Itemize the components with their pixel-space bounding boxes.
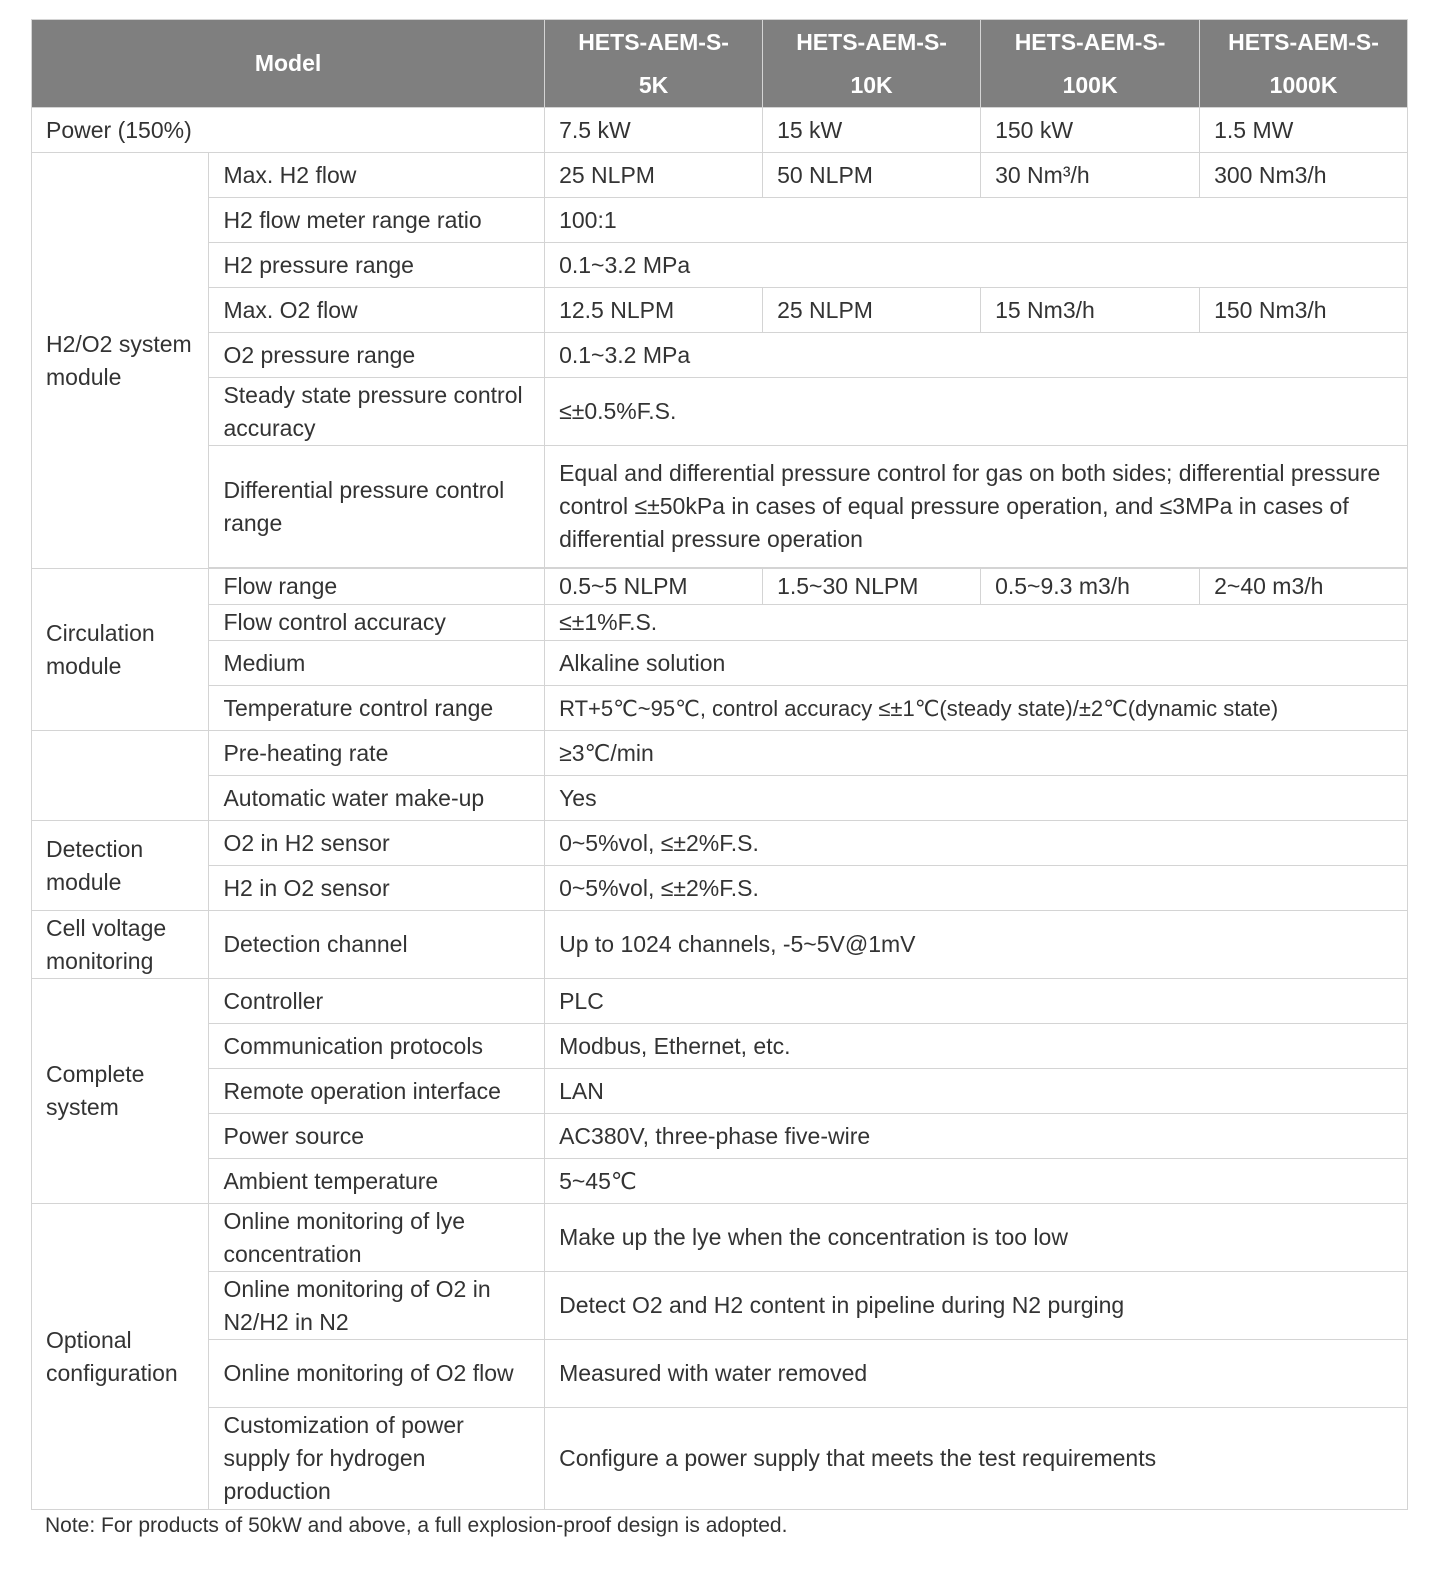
- cell-value: 150 kW: [981, 108, 1200, 153]
- row-label: Controller: [209, 979, 545, 1024]
- row-label: Pre-heating rate: [209, 731, 545, 776]
- table-row: [32, 153, 1408, 198]
- cell-value: 100:1: [545, 198, 1408, 243]
- cell-value: 50 NLPM: [763, 153, 981, 198]
- group-label-circulation: Circulation module: [32, 569, 209, 731]
- row-label: H2 flow meter range ratio: [209, 198, 545, 243]
- cell-value: Configure a power supply that meets the test requirements: [545, 1408, 1408, 1510]
- table-row: [32, 378, 1408, 446]
- cell-value: 0.1~3.2 MPa: [545, 333, 1408, 378]
- row-label: Flow range: [209, 569, 545, 605]
- group-label-optional: Optional configuration: [32, 1204, 209, 1510]
- cell-value: 2~40 m3/h: [1200, 569, 1408, 605]
- cell-value: 0~5%vol, ≤±2%F.S.: [545, 866, 1408, 911]
- cell-value: Equal and differential pressure control for gas on both sides; differential pressure control ≤±50kPa in cases of equal pressure operation, and ≤3MPa in cases of differential pressure operation: [545, 446, 1408, 568]
- row-label: Online monitoring of lye concentration: [209, 1204, 545, 1272]
- table-row: [32, 1340, 1408, 1408]
- group-label-empty: [32, 731, 209, 821]
- table-row: [32, 333, 1408, 378]
- row-label: Differential pressure control range: [209, 446, 545, 568]
- group-label-detection: Detection module: [32, 821, 209, 911]
- table-row: [32, 569, 1408, 605]
- row-label: Power (150%): [32, 108, 545, 153]
- row-label: Max. O2 flow: [209, 288, 545, 333]
- row-label: Online monitoring of O2 in N2/H2 in N2: [209, 1272, 545, 1340]
- cell-value: ≥3℃/min: [545, 731, 1408, 776]
- cell-value: Detect O2 and H2 content in pipeline during N2 purging: [545, 1272, 1408, 1340]
- table-row: [32, 1069, 1408, 1114]
- cell-value: 12.5 NLPM: [545, 288, 763, 333]
- group-label-cell-voltage: Cell voltage monitoring: [32, 911, 209, 979]
- row-label: Customization of power supply for hydrogen production: [209, 1408, 545, 1510]
- cell-value: Alkaline solution: [545, 641, 1408, 686]
- row-label: Power source: [209, 1114, 545, 1159]
- cell-value: Up to 1024 channels, -5~5V@1mV: [545, 911, 1408, 979]
- table-row: [32, 686, 1408, 731]
- table-row: [32, 1204, 1408, 1272]
- group-label-complete-system: Complete system: [32, 979, 209, 1204]
- cell-value: 150 Nm3/h: [1200, 288, 1408, 333]
- table-row: [32, 243, 1408, 288]
- row-label: O2 pressure range: [209, 333, 545, 378]
- cell-value: 0.5~5 NLPM: [545, 569, 763, 605]
- cell-value: 0.1~3.2 MPa: [545, 243, 1408, 288]
- footnote: Note: For products of 50kW and above, a full explosion-proof design is adopted.: [45, 1514, 788, 1537]
- cell-value: ≤±1%F.S.: [545, 605, 1408, 641]
- table-row: [32, 605, 1408, 641]
- cell-value: 15 Nm3/h: [981, 288, 1200, 333]
- cell-value: AC380V, three-phase five-wire: [545, 1114, 1408, 1159]
- header-row: [32, 20, 1408, 108]
- cell-value: 15 kW: [763, 108, 981, 153]
- cell-value: 25 NLPM: [763, 288, 981, 333]
- row-label: H2 pressure range: [209, 243, 545, 288]
- table-row: [32, 288, 1408, 333]
- table-row: [32, 1272, 1408, 1340]
- cell-value: 7.5 kW: [545, 108, 763, 153]
- cell-value: PLC: [545, 979, 1408, 1024]
- row-label: O2 in H2 sensor: [209, 821, 545, 866]
- table-row: [32, 1114, 1408, 1159]
- model-1000k-header: HETS-AEM-S- 1000K: [1200, 20, 1408, 108]
- table-row: [32, 1408, 1408, 1510]
- row-label: Communication protocols: [209, 1024, 545, 1069]
- table-row: [32, 776, 1408, 821]
- table-row: [32, 821, 1408, 866]
- table-row: [32, 1159, 1408, 1204]
- cell-value: Modbus, Ethernet, etc.: [545, 1024, 1408, 1069]
- model-100k-header: HETS-AEM-S- 100K: [981, 20, 1200, 108]
- group-label-h2o2: H2/O2 system module: [32, 153, 209, 569]
- row-label: Automatic water make-up: [209, 776, 545, 821]
- cell-value: 30 Nm³/h: [981, 153, 1200, 198]
- model-header: Model: [32, 20, 545, 108]
- table-row: [32, 866, 1408, 911]
- row-label: Temperature control range: [209, 686, 545, 731]
- spec-table: [31, 19, 1408, 1510]
- cell-value: 5~45℃: [545, 1159, 1408, 1204]
- cell-value: 1.5~30 NLPM: [763, 569, 981, 605]
- cell-value: Make up the lye when the concentration is too low: [545, 1204, 1408, 1272]
- model-5k-header: HETS-AEM-S- 5K: [545, 20, 763, 108]
- table-row: [32, 731, 1408, 776]
- cell-value: 1.5 MW: [1200, 108, 1408, 153]
- table-row: [32, 108, 1408, 153]
- row-label: Online monitoring of O2 flow: [209, 1340, 545, 1408]
- cell-value: Yes: [545, 776, 1408, 821]
- row-label: Medium: [209, 641, 545, 686]
- cell-value: LAN: [545, 1069, 1408, 1114]
- cell-value: 300 Nm3/h: [1200, 153, 1408, 198]
- cell-value: Measured with water removed: [545, 1340, 1408, 1408]
- cell-value: 0.5~9.3 m3/h: [981, 569, 1200, 605]
- row-label: Flow control accuracy: [209, 605, 545, 641]
- row-label: H2 in O2 sensor: [209, 866, 545, 911]
- table-row: [32, 198, 1408, 243]
- cell-value: 0~5%vol, ≤±2%F.S.: [545, 821, 1408, 866]
- cell-value: ≤±0.5%F.S.: [545, 378, 1408, 446]
- row-label: Steady state pressure control accuracy: [209, 378, 545, 446]
- table-row: [32, 446, 1408, 568]
- table-row: [32, 979, 1408, 1024]
- table-row: [32, 911, 1408, 979]
- row-label: Detection channel: [209, 911, 545, 979]
- row-label: Ambient temperature: [209, 1159, 545, 1204]
- cell-value: RT+5℃~95℃, control accuracy ≤±1℃(steady state)/±2℃(dynamic state): [545, 686, 1408, 731]
- table-row: [32, 641, 1408, 686]
- row-label: Remote operation interface: [209, 1069, 545, 1114]
- table-row: [32, 1024, 1408, 1069]
- model-10k-header: HETS-AEM-S- 10K: [763, 20, 981, 108]
- cell-value: 25 NLPM: [545, 153, 763, 198]
- row-label: Max. H2 flow: [209, 153, 545, 198]
